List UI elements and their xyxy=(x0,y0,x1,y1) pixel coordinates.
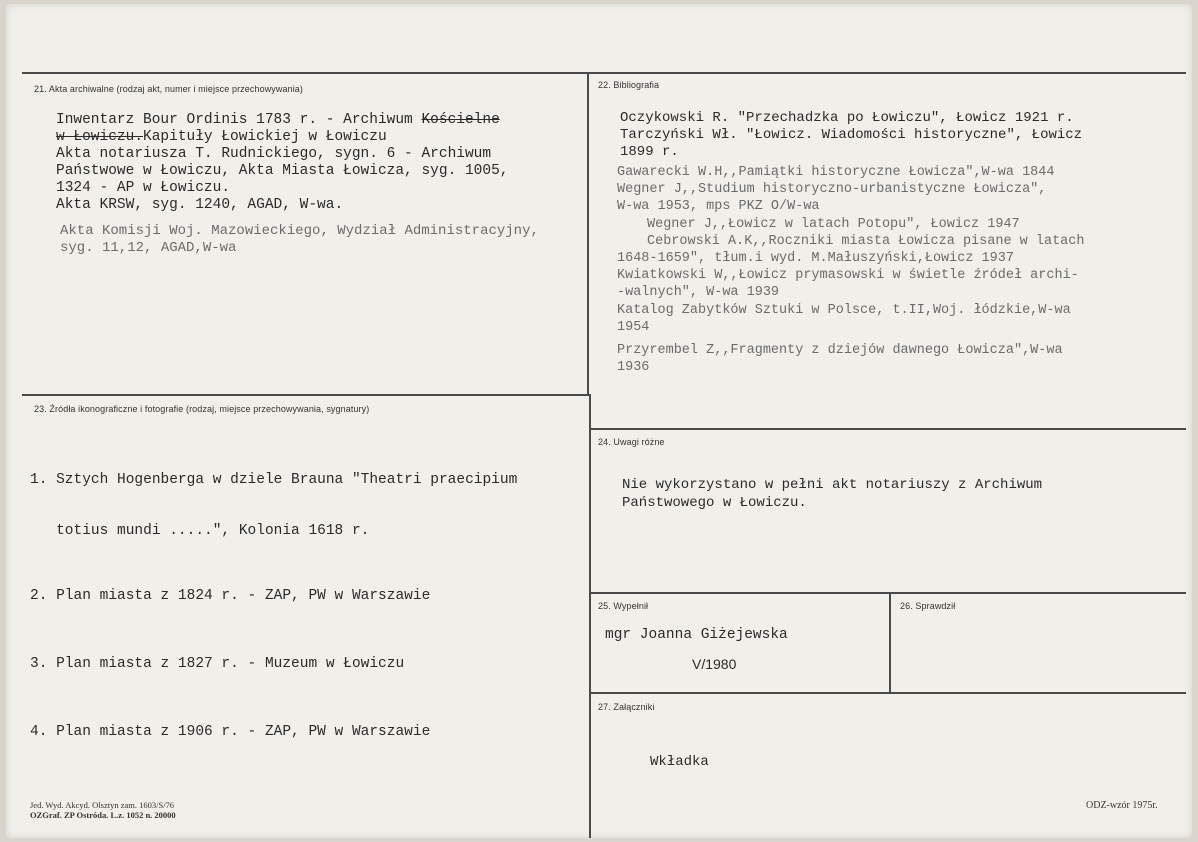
bibliography-entry: Katalog Zabytków Sztuki w Polsce, t.II,Woj. łódzkie,W-wa xyxy=(617,302,1071,318)
iconographic-sources xyxy=(30,438,517,758)
iconographic-item: 4. Plan miasta z 1906 r. - ZAP, PW w Warszawie xyxy=(30,724,431,740)
bibliography-entry: W-wa 1953, mps PKZ O/W-wa xyxy=(617,199,820,215)
section-22-label: 22. Bibliografia xyxy=(598,80,660,90)
bibliography-entry: Tarczyński Wł. "Łowicz. Wiadomości historyczne", Łowicz xyxy=(620,127,1083,143)
section-27-label: 27. Załączniki xyxy=(598,702,655,712)
archival-line: 1324 - AP w Łowiczu. xyxy=(56,180,231,196)
bibliography-entry: Gawarecki W.H,,Pamiątki historyczne Łowicza",W-wa 1844 xyxy=(617,165,1055,180)
iconographic-item: 3. Plan miasta z 1827 r. - Muzeum w Łowiczu xyxy=(30,656,405,672)
bibliography-entry: Wegner J,,Studium historyczno-urbanistyczne Łowicza", xyxy=(617,182,1047,198)
bibliography-primary xyxy=(620,110,1082,161)
divider-center-lower xyxy=(589,394,591,838)
bibliography-entry: -walnych", W-wa 1939 xyxy=(617,285,780,301)
bibliography-entry: Wegner J,,Łowicz w latach Potopu", Łowicz 1947 xyxy=(647,216,1020,232)
archival-added-line: syg. 11,12, AGAD,W-wa xyxy=(60,240,237,256)
attachments-value: Wkładka xyxy=(650,754,709,770)
section-26-label: 26. Sprawdził xyxy=(900,601,956,611)
iconographic-item: totius mundi .....", Kolonia 1618 r. xyxy=(30,523,370,539)
remarks-line: Nie wykorzystano w pełni akt notariuszy z Archiwum xyxy=(622,477,1043,493)
rule-below-24 xyxy=(590,592,1186,594)
bibliography-entry: 1936 xyxy=(617,360,650,376)
section-21-added-records xyxy=(60,223,539,257)
bibliography-entry: 1954 xyxy=(617,319,650,335)
remarks-line: Państwowego w Łowiczu. xyxy=(622,495,807,511)
archival-line: Akta notariusza T. Rudnickiego, sygn. 6 - Archiwum xyxy=(56,146,492,162)
archival-line: Państwowe w Łowiczu, Akta Miasta Łowicza, syg. 1005, xyxy=(56,163,509,179)
section-21-label: 21. Akta archiwalne (rodzaj akt, numer i miejsce przechowywania) xyxy=(34,84,304,94)
rule-below-22 xyxy=(590,428,1186,430)
rule-below-25 xyxy=(590,692,1186,694)
section-24-label: 24. Uwagi różne xyxy=(598,437,665,447)
bibliography-added xyxy=(617,164,1084,376)
printer-imprint xyxy=(30,800,176,820)
bibliography-entry: Oczykowski R. "Przechadzka po Łowiczu", Łowicz 1921 r. xyxy=(620,110,1074,126)
iconographic-item: 1. Sztych Hogenberga w dziele Brauna "Theatri praecipium xyxy=(30,472,518,488)
section-23-label: 23. Źródła ikonograficzne i fotografie (rodzaj, miejsce przechowywania, sygnatury) xyxy=(34,404,370,414)
top-rule xyxy=(22,72,1186,74)
divider-center-upper xyxy=(587,72,589,394)
archival-line-1: Inwentarz Bour Ordinis 1783 r. - Archiwum xyxy=(56,112,422,128)
bibliography-entry: 1648-1659", tłum.i wyd. M.Małuszyński,Łowicz 1937 xyxy=(617,251,1014,267)
remarks xyxy=(622,476,1042,512)
archival-line-2: Kapituły Łowickiej w Łowiczu xyxy=(143,129,387,145)
bibliography-entry: Kwiatkowski W,,Łowicz prymasowski w świetle źródeł archi- xyxy=(617,268,1079,284)
archival-added-line: Akta Komisji Woj. Mazowieckiego, Wydział Administracyjny, xyxy=(60,223,539,239)
section-21-archival-records xyxy=(56,112,508,214)
iconographic-item: 2. Plan miasta z 1824 r. - ZAP, PW w Warszawie xyxy=(30,588,431,604)
bibliography-entry: Przyrembel Z,,Fragmenty z dziejów dawnego Łowicza",W-wa xyxy=(617,343,1063,359)
form-version: ODZ-wzór 1975r. xyxy=(1086,800,1158,811)
struck-word-1: Kościelne xyxy=(421,112,500,128)
struck-word-2: w Łowiczu. xyxy=(56,129,144,145)
imprint-line-1: Jed. Wyd. Akcyd. Olsztyn zam. 1603/S/76 xyxy=(30,800,175,810)
filled-by-date: V/1980 xyxy=(692,656,737,672)
divider-25-26 xyxy=(889,592,891,692)
filled-by-name: mgr Joanna Giżejewska xyxy=(605,627,788,643)
archival-line: Akta KRSW, syg. 1240, AGAD, W-wa. xyxy=(56,197,344,213)
imprint-line-2: OZGraf. ZP Ostróda. L.z. 1052 n. 20000 xyxy=(30,810,176,820)
bibliography-entry: Cebrowski A.K,,Roczniki miasta Łowicza pisane w latach xyxy=(647,233,1085,249)
section-25-label: 25. Wypełnił xyxy=(598,601,649,611)
bibliography-entry: 1899 r. xyxy=(620,144,679,160)
rule-below-21 xyxy=(22,394,590,396)
